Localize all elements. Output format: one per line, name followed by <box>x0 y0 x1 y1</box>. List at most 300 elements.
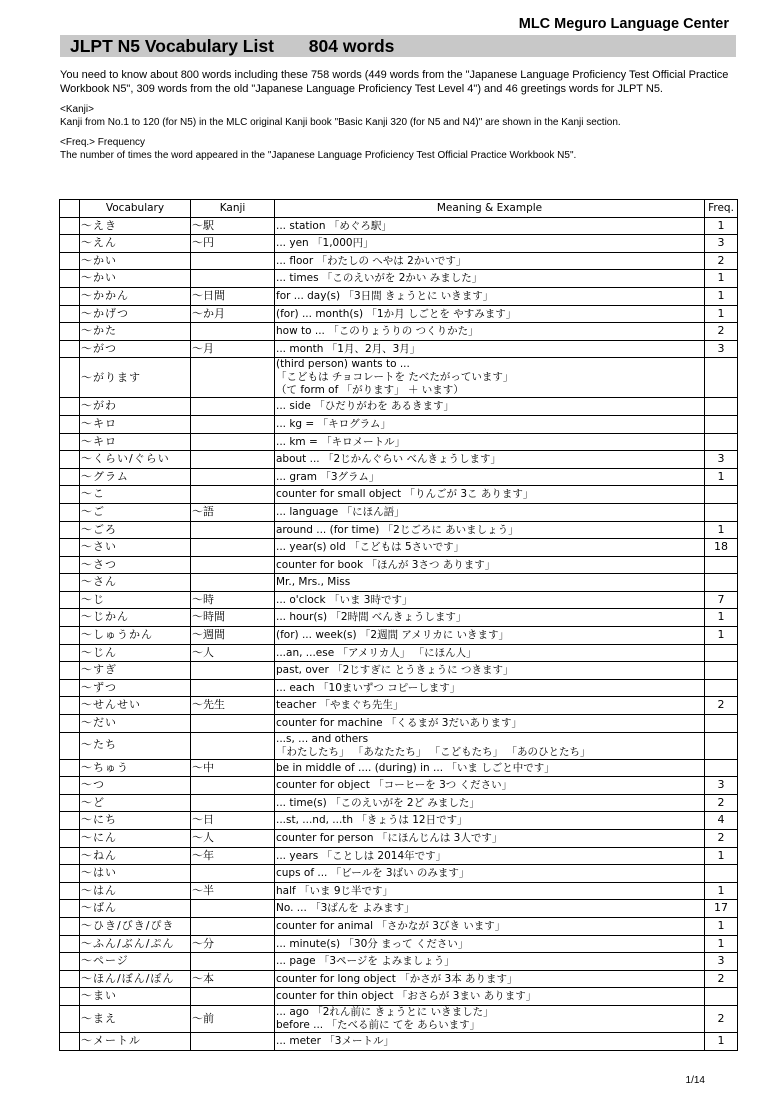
vocabulary-cell: ～しゅうかん <box>80 627 191 645</box>
vocabulary-cell: ～たち <box>80 732 191 759</box>
kanji-note <box>60 103 736 129</box>
kanji-cell <box>191 953 275 971</box>
freq-note-text: The number of times the word appeared in the "Japanese Language Proficiency Test Official Practice Workbook N5". <box>60 150 577 161</box>
kanji-cell: ～年 <box>191 847 275 865</box>
intro-paragraph: You need to know about 800 words including these 758 words (449 words from the "Japanese Language Proficiency Test Official Practice Workbook N5", 309 words from the old "Japanese Language Proficiency Test Level 4") and 46 greetings words for JLPT N5. <box>60 69 729 95</box>
freq-cell <box>705 988 738 1006</box>
meaning-cell <box>275 323 705 341</box>
row-marker-cell <box>60 1005 80 1032</box>
meaning-line: ...s, ... and others <box>276 732 369 745</box>
vocabulary-cell: ～にん <box>80 830 191 848</box>
meaning-line: teacher 「やまぐち先生」 <box>276 699 404 712</box>
freq-cell: 1 <box>705 1032 738 1050</box>
table-row <box>60 287 738 305</box>
table-row <box>60 715 738 733</box>
table-row <box>60 679 738 697</box>
freq-cell <box>705 415 738 433</box>
row-marker-cell <box>60 340 80 358</box>
freq-cell: 1 <box>705 917 738 935</box>
vocabulary-cell: ～じ <box>80 591 191 609</box>
meaning-cell <box>275 847 705 865</box>
kanji-cell: ～駅 <box>191 217 275 235</box>
page-title: JLPT N5 Vocabulary List <box>70 36 274 56</box>
freq-cell: 2 <box>705 697 738 715</box>
vocabulary-cell: ～かかん <box>80 287 191 305</box>
table-row <box>60 988 738 1006</box>
meaning-cell <box>275 627 705 645</box>
freq-cell: 1 <box>705 609 738 627</box>
freq-cell <box>705 503 738 521</box>
meaning-cell <box>275 988 705 1006</box>
vocabulary-cell: ～だい <box>80 715 191 733</box>
kanji-cell <box>191 252 275 270</box>
kanji-cell: ～月 <box>191 340 275 358</box>
meaning-line: ... each 「10まいずつ コピーします」 <box>276 681 461 694</box>
row-marker-cell <box>60 644 80 662</box>
vocabulary-cell: ～かい <box>80 270 191 288</box>
freq-cell: 1 <box>705 521 738 539</box>
vocabulary-cell: ～がわ <box>80 398 191 416</box>
kanji-cell: ～週間 <box>191 627 275 645</box>
vocabulary-cell: ～まい <box>80 988 191 1006</box>
table-row <box>60 556 738 574</box>
freq-note-heading: <Freq.> Frequency <box>60 137 146 148</box>
meaning-cell <box>275 794 705 812</box>
kanji-cell <box>191 900 275 918</box>
row-marker-cell <box>60 556 80 574</box>
kanji-cell: ～人 <box>191 830 275 848</box>
meaning-cell <box>275 521 705 539</box>
vocabulary-cell: ～えき <box>80 217 191 235</box>
meaning-line: ... years 「ことしは 2014年です」 <box>276 849 447 862</box>
meaning-line: counter for object 「コーヒーを 3つ ください」 <box>276 779 513 792</box>
table-row <box>60 591 738 609</box>
table-row <box>60 953 738 971</box>
row-marker-cell <box>60 715 80 733</box>
meaning-cell <box>275 812 705 830</box>
freq-cell: 1 <box>705 847 738 865</box>
meaning-line: counter for small object 「りんごが 3こ あります」 <box>276 488 534 501</box>
meaning-cell <box>275 433 705 451</box>
table-row <box>60 451 738 469</box>
table-row <box>60 900 738 918</box>
col-header-freq: Freq. <box>705 200 738 218</box>
vocabulary-cell: ～こ <box>80 486 191 504</box>
kanji-cell <box>191 988 275 1006</box>
row-marker-cell <box>60 323 80 341</box>
vocabulary-cell: ～ばん <box>80 900 191 918</box>
freq-cell: 2 <box>705 970 738 988</box>
row-marker-cell <box>60 468 80 486</box>
row-marker-cell <box>60 970 80 988</box>
row-marker-cell <box>60 574 80 592</box>
table-row <box>60 539 738 557</box>
freq-cell: 1 <box>705 305 738 323</box>
kanji-cell: ～日間 <box>191 287 275 305</box>
meaning-line: 「こどもは チョコレートを たべたがっています」 <box>276 371 514 384</box>
kanji-cell <box>191 270 275 288</box>
vocabulary-cell: ～ほん/ぼん/ぽん <box>80 970 191 988</box>
vocabulary-cell: ～えん <box>80 235 191 253</box>
meaning-line: counter for machine 「くるまが 3だいあります」 <box>276 717 522 730</box>
kanji-cell: ～本 <box>191 970 275 988</box>
meaning-line: cups of ... 「ビールを 3ばい のみます」 <box>276 867 470 880</box>
row-marker-cell <box>60 486 80 504</box>
meaning-line: counter for person 「にほんじんは 3人です」 <box>276 832 503 844</box>
kanji-cell <box>191 732 275 759</box>
meaning-line: (for) ... month(s) 「1か月 しごとを やすみます」 <box>276 307 517 320</box>
row-marker-cell <box>60 287 80 305</box>
row-marker-cell <box>60 935 80 953</box>
vocabulary-cell: ～つ <box>80 777 191 795</box>
row-marker-cell <box>60 609 80 627</box>
table-row <box>60 759 738 777</box>
row-marker-cell <box>60 662 80 680</box>
meaning-cell <box>275 1032 705 1050</box>
table-row <box>60 847 738 865</box>
meaning-line: No. ... 「3ばんを よみます」 <box>276 902 415 915</box>
freq-cell <box>705 679 738 697</box>
meaning-line: ... ago 「2れん前に きょうとに いきました」 <box>276 1005 494 1018</box>
freq-cell <box>705 759 738 777</box>
kanji-cell <box>191 917 275 935</box>
meaning-line: before ... 「たべる前に てを あらいます」 <box>276 1018 481 1031</box>
vocabulary-cell: ～ちゅう <box>80 759 191 777</box>
meaning-cell <box>275 468 705 486</box>
meaning-line: be in middle of .... (during) in ... 「いま しごと中です」 <box>276 761 555 774</box>
vocabulary-cell: ～ごろ <box>80 521 191 539</box>
meaning-line: ... o'clock 「いま 3時です」 <box>276 593 413 606</box>
freq-cell: 3 <box>705 451 738 469</box>
meaning-cell <box>275 900 705 918</box>
meaning-cell <box>275 732 705 759</box>
kanji-cell <box>191 679 275 697</box>
meaning-line: ... station 「めぐろ駅」 <box>276 219 392 232</box>
row-marker-cell <box>60 1032 80 1050</box>
kanji-cell <box>191 539 275 557</box>
table-row <box>60 323 738 341</box>
table-row <box>60 468 738 486</box>
table-body <box>60 217 738 1050</box>
meaning-cell <box>275 662 705 680</box>
freq-cell: 3 <box>705 777 738 795</box>
meaning-line: ... page 「3ページを よみましょう」 <box>276 955 455 968</box>
kanji-cell <box>191 433 275 451</box>
meaning-cell <box>275 217 705 235</box>
freq-cell: 1 <box>705 270 738 288</box>
meaning-cell <box>275 830 705 848</box>
kanji-cell: ～分 <box>191 935 275 953</box>
kanji-note-heading: <Kanji> <box>60 104 94 115</box>
meaning-line: ...an, ...ese 「アメリカ人」 「にほん人」 <box>276 646 477 659</box>
meaning-cell <box>275 609 705 627</box>
table-row <box>60 732 738 759</box>
freq-note <box>60 136 736 162</box>
row-marker-cell <box>60 679 80 697</box>
vocabulary-cell: ～さん <box>80 574 191 592</box>
col-header-kanji: Kanji <box>191 200 275 218</box>
freq-cell: 2 <box>705 794 738 812</box>
kanji-cell <box>191 1032 275 1050</box>
kanji-cell <box>191 398 275 416</box>
meaning-cell <box>275 358 705 398</box>
kanji-note-text: Kanji from No.1 to 120 (for N5) in the MLC original Kanji book "Basic Kanji 320 (for N5 and N4)" are shown in the Kanji section. <box>60 117 621 128</box>
vocabulary-cell: ～かげつ <box>80 305 191 323</box>
meaning-cell <box>275 759 705 777</box>
meaning-line: ... km = 「キロメートル」 <box>276 435 406 448</box>
freq-cell: 7 <box>705 591 738 609</box>
col-header-meaning: Meaning & Example <box>275 200 705 218</box>
freq-cell: 1 <box>705 468 738 486</box>
meaning-cell <box>275 252 705 270</box>
vocabulary-cell: ～にち <box>80 812 191 830</box>
meaning-line: for ... day(s) 「3日間 きょうとに いきます」 <box>276 289 494 302</box>
meaning-cell <box>275 539 705 557</box>
meaning-cell <box>275 451 705 469</box>
kanji-cell: ～時間 <box>191 609 275 627</box>
row-marker-cell <box>60 794 80 812</box>
row-marker-cell <box>60 398 80 416</box>
intro-section <box>60 68 736 169</box>
freq-cell <box>705 433 738 451</box>
freq-cell <box>705 662 738 680</box>
row-marker-cell <box>60 697 80 715</box>
vocabulary-cell: ～キロ <box>80 433 191 451</box>
meaning-line: ... year(s) old 「こどもは 5さいです」 <box>276 541 465 554</box>
col-header-blank <box>60 200 80 218</box>
meaning-cell <box>275 398 705 416</box>
kanji-cell: ～語 <box>191 503 275 521</box>
meaning-line: ... minute(s) 「30分 まって ください」 <box>276 937 469 950</box>
freq-cell: 4 <box>705 812 738 830</box>
freq-cell: 1 <box>705 627 738 645</box>
meaning-line: ... month 「1月、2月、3月」 <box>276 342 421 355</box>
row-marker-cell <box>60 539 80 557</box>
word-count: 804 words <box>308 36 395 56</box>
kanji-cell <box>191 451 275 469</box>
meaning-cell <box>275 865 705 883</box>
freq-cell <box>705 715 738 733</box>
meaning-line: counter for animal 「さかなが 3びき います」 <box>276 919 506 932</box>
kanji-cell: ～人 <box>191 644 275 662</box>
row-marker-cell <box>60 305 80 323</box>
row-marker-cell <box>60 900 80 918</box>
row-marker-cell <box>60 847 80 865</box>
meaning-cell <box>275 574 705 592</box>
kanji-cell <box>191 574 275 592</box>
meaning-line: ... times 「このえいがを 2かい みました」 <box>276 272 483 285</box>
row-marker-cell <box>60 882 80 900</box>
row-marker-cell <box>60 812 80 830</box>
row-marker-cell <box>60 235 80 253</box>
meaning-line: counter for thin object 「おさらが 3まい あります」 <box>276 990 537 1003</box>
meaning-cell <box>275 970 705 988</box>
meaning-cell <box>275 287 705 305</box>
vocabulary-cell: ～がります <box>80 358 191 398</box>
freq-cell: 2 <box>705 1005 738 1032</box>
meaning-line: counter for book 「ほんが 3さつ あります」 <box>276 558 496 571</box>
vocabulary-cell: ～グラム <box>80 468 191 486</box>
meaning-cell <box>275 697 705 715</box>
meaning-cell <box>275 679 705 697</box>
vocabulary-cell: ～ふん/ぶん/ぷん <box>80 935 191 953</box>
table-row <box>60 644 738 662</box>
freq-cell <box>705 486 738 504</box>
kanji-cell <box>191 415 275 433</box>
kanji-cell <box>191 794 275 812</box>
kanji-cell: ～中 <box>191 759 275 777</box>
table-row <box>60 935 738 953</box>
meaning-cell <box>275 882 705 900</box>
freq-cell <box>705 556 738 574</box>
table-row <box>60 574 738 592</box>
freq-cell <box>705 865 738 883</box>
vocabulary-cell: ～ど <box>80 794 191 812</box>
meaning-line: about ... 「2じかんぐらい べんきょうします」 <box>276 453 502 466</box>
meaning-cell <box>275 340 705 358</box>
table-row <box>60 794 738 812</box>
meaning-line: ... side 「ひだりがわを あるきます」 <box>276 400 455 413</box>
vocabulary-cell: ～かた <box>80 323 191 341</box>
table-row <box>60 697 738 715</box>
meaning-line: Mr., Mrs., Miss <box>276 576 351 589</box>
freq-cell <box>705 398 738 416</box>
meaning-line: ... floor 「わたしの へやは 2かいです」 <box>276 254 467 267</box>
row-marker-cell <box>60 503 80 521</box>
meaning-line: ... language 「にほん語」 <box>276 505 405 518</box>
row-marker-cell <box>60 865 80 883</box>
freq-cell <box>705 732 738 759</box>
kanji-cell <box>191 486 275 504</box>
meaning-line: （て form of 「がります」 ＋ います） <box>276 384 464 397</box>
meaning-cell <box>275 953 705 971</box>
table-row <box>60 882 738 900</box>
vocabulary-cell: ～じん <box>80 644 191 662</box>
vocabulary-cell: ～ねん <box>80 847 191 865</box>
freq-cell: 3 <box>705 235 738 253</box>
meaning-line: (third person) wants to ... <box>276 358 410 371</box>
vocabulary-cell: ～ひき/びき/ぴき <box>80 917 191 935</box>
row-marker-cell <box>60 252 80 270</box>
vocabulary-cell: ～ずつ <box>80 679 191 697</box>
table-row <box>60 415 738 433</box>
table-row <box>60 609 738 627</box>
table-header-row <box>60 200 738 218</box>
row-marker-cell <box>60 451 80 469</box>
vocabulary-table <box>59 199 738 1051</box>
table-row <box>60 503 738 521</box>
row-marker-cell <box>60 358 80 398</box>
row-marker-cell <box>60 415 80 433</box>
vocabulary-cell: ～くらい/ぐらい <box>80 451 191 469</box>
freq-cell <box>705 358 738 398</box>
table-row <box>60 217 738 235</box>
freq-cell: 3 <box>705 340 738 358</box>
meaning-line: counter for long object 「かさが 3本 あります」 <box>276 972 518 985</box>
kanji-cell: ～前 <box>191 1005 275 1032</box>
row-marker-cell <box>60 953 80 971</box>
freq-cell: 1 <box>705 217 738 235</box>
vocabulary-cell: ～メートル <box>80 1032 191 1050</box>
kanji-cell <box>191 468 275 486</box>
meaning-cell <box>275 935 705 953</box>
meaning-line: ... hour(s) 「2時間 べんきょうします」 <box>276 611 467 624</box>
kanji-cell: ～先生 <box>191 697 275 715</box>
kanji-cell <box>191 662 275 680</box>
vocabulary-cell: ～キロ <box>80 415 191 433</box>
meaning-line: ... kg = 「キログラム」 <box>276 417 391 430</box>
meaning-cell <box>275 591 705 609</box>
vocabulary-cell: ～じかん <box>80 609 191 627</box>
kanji-cell <box>191 556 275 574</box>
meaning-line: ... time(s) 「このえいがを 2ど みました」 <box>276 796 480 809</box>
freq-cell: 2 <box>705 830 738 848</box>
table-row <box>60 305 738 323</box>
meaning-line: ...st, ...nd, ...th 「きょうは 12日です」 <box>276 814 468 827</box>
kanji-cell <box>191 715 275 733</box>
table-row <box>60 970 738 988</box>
freq-cell: 2 <box>705 323 738 341</box>
table-row <box>60 270 738 288</box>
table-row <box>60 812 738 830</box>
vocabulary-cell: ～ページ <box>80 953 191 971</box>
freq-cell <box>705 644 738 662</box>
kanji-cell: ～半 <box>191 882 275 900</box>
table-row <box>60 358 738 398</box>
meaning-cell <box>275 777 705 795</box>
kanji-cell <box>191 358 275 398</box>
vocabulary-cell: ～さつ <box>80 556 191 574</box>
vocabulary-cell: ～ご <box>80 503 191 521</box>
row-marker-cell <box>60 217 80 235</box>
meaning-cell <box>275 715 705 733</box>
freq-cell: 3 <box>705 953 738 971</box>
meaning-cell <box>275 235 705 253</box>
meaning-cell <box>275 486 705 504</box>
freq-cell: 18 <box>705 539 738 557</box>
meaning-line: ... meter 「3メートル」 <box>276 1034 394 1047</box>
table-row <box>60 486 738 504</box>
table-row <box>60 662 738 680</box>
vocabulary-cell: ～すぎ <box>80 662 191 680</box>
freq-cell: 1 <box>705 935 738 953</box>
meaning-cell <box>275 270 705 288</box>
row-marker-cell <box>60 988 80 1006</box>
kanji-cell <box>191 777 275 795</box>
kanji-cell: ～円 <box>191 235 275 253</box>
table-row <box>60 398 738 416</box>
table-row <box>60 340 738 358</box>
meaning-line: around ... (for time) 「2じごろに あいましょう」 <box>276 523 519 536</box>
table-row <box>60 521 738 539</box>
row-marker-cell <box>60 759 80 777</box>
meaning-cell <box>275 556 705 574</box>
row-marker-cell <box>60 433 80 451</box>
meaning-cell <box>275 644 705 662</box>
table-row <box>60 235 738 253</box>
meaning-line: half 「いま 9じ半です」 <box>276 884 394 897</box>
freq-cell: 1 <box>705 287 738 305</box>
freq-cell: 2 <box>705 252 738 270</box>
vocabulary-cell: ～まえ <box>80 1005 191 1032</box>
kanji-cell <box>191 323 275 341</box>
meaning-cell <box>275 503 705 521</box>
meaning-line: ... gram 「3グラム」 <box>276 470 380 483</box>
title-bar <box>60 35 736 57</box>
row-marker-cell <box>60 830 80 848</box>
meaning-cell <box>275 415 705 433</box>
table-row <box>60 627 738 645</box>
